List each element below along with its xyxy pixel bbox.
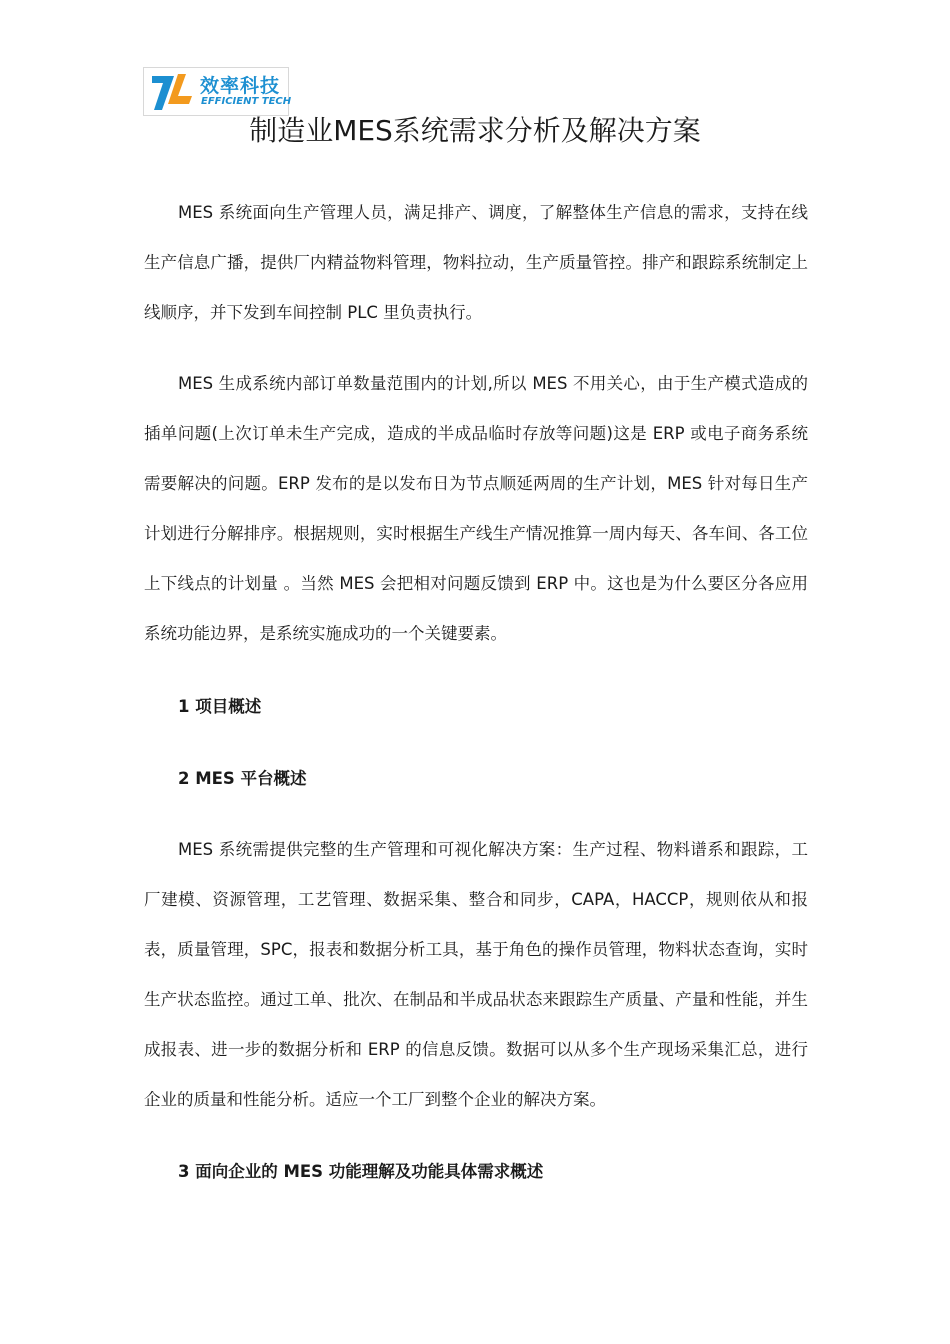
logo-text-en: EFFICIENT TECH — [201, 96, 292, 107]
section-heading-2: 2 MES 平台概述 — [178, 769, 307, 788]
section-heading-3: 3 面向企业的 MES 功能理解及功能具体需求概述 — [178, 1162, 544, 1181]
logo-mark-icon — [148, 70, 196, 114]
logo-text-cn: 效率科技 — [200, 75, 281, 97]
section-heading-1: 1 项目概述 — [178, 697, 262, 716]
paragraph-intro-1: MES 系统面向生产管理人员，满足排产、调度，了解整体生产信息的需求，支持在线生产信息广播，提供厂内精益物料管理，物料拉动，生产质量管控。排产和跟踪系统制定上线顺序，并下发到车间控制 PLC 里负责执行。 — [144, 203, 808, 322]
paragraph-mes-platform: MES 系统需提供完整的生产管理和可视化解决方案：生产过程、物料谱系和跟踪，工厂建模、资源管理，工艺管理、数据采集、整合和同步，CAPA，HACCP，规则依从和报表，质量管理，SPC，报表和数据分析工具，基于角色的操作员管理，物料状态查询，实时生产状态监控。通过工单、批次、在制品和半成品状态来跟踪生产质量、产量和性能，并生成报表、进一步的数据分析和 ERP 的信息反馈。数据可以从多个生产现场采集汇总，进行企业的质量和性能分析。适应一个工厂到整个企业的解决方案。 — [144, 840, 808, 1109]
document-title: 制造业MES系统需求分析及解决方案 — [249, 114, 701, 147]
paragraph-intro-2: MES 生成系统内部订单数量范围内的计划,所以 MES 不用关心，由于生产模式造成的插单问题(上次订单未生产完成，造成的半成品临时存放等问题)这是 ERP 或电子商务系统需要解决的问题。ERP 发布的是以发布日为节点顺延两周的生产计划，MES 针对每日生产计划进行分解排序。根据规则，实时根据生产线生产情况推算一周内每天、各车间、各工位上下线点的计划量 。当然 MES 会把相对问题反馈到 ERP 中。这也是为什么要区分各应用系统功能边界，是系统实施成功的一个关键要素。 — [144, 374, 808, 643]
